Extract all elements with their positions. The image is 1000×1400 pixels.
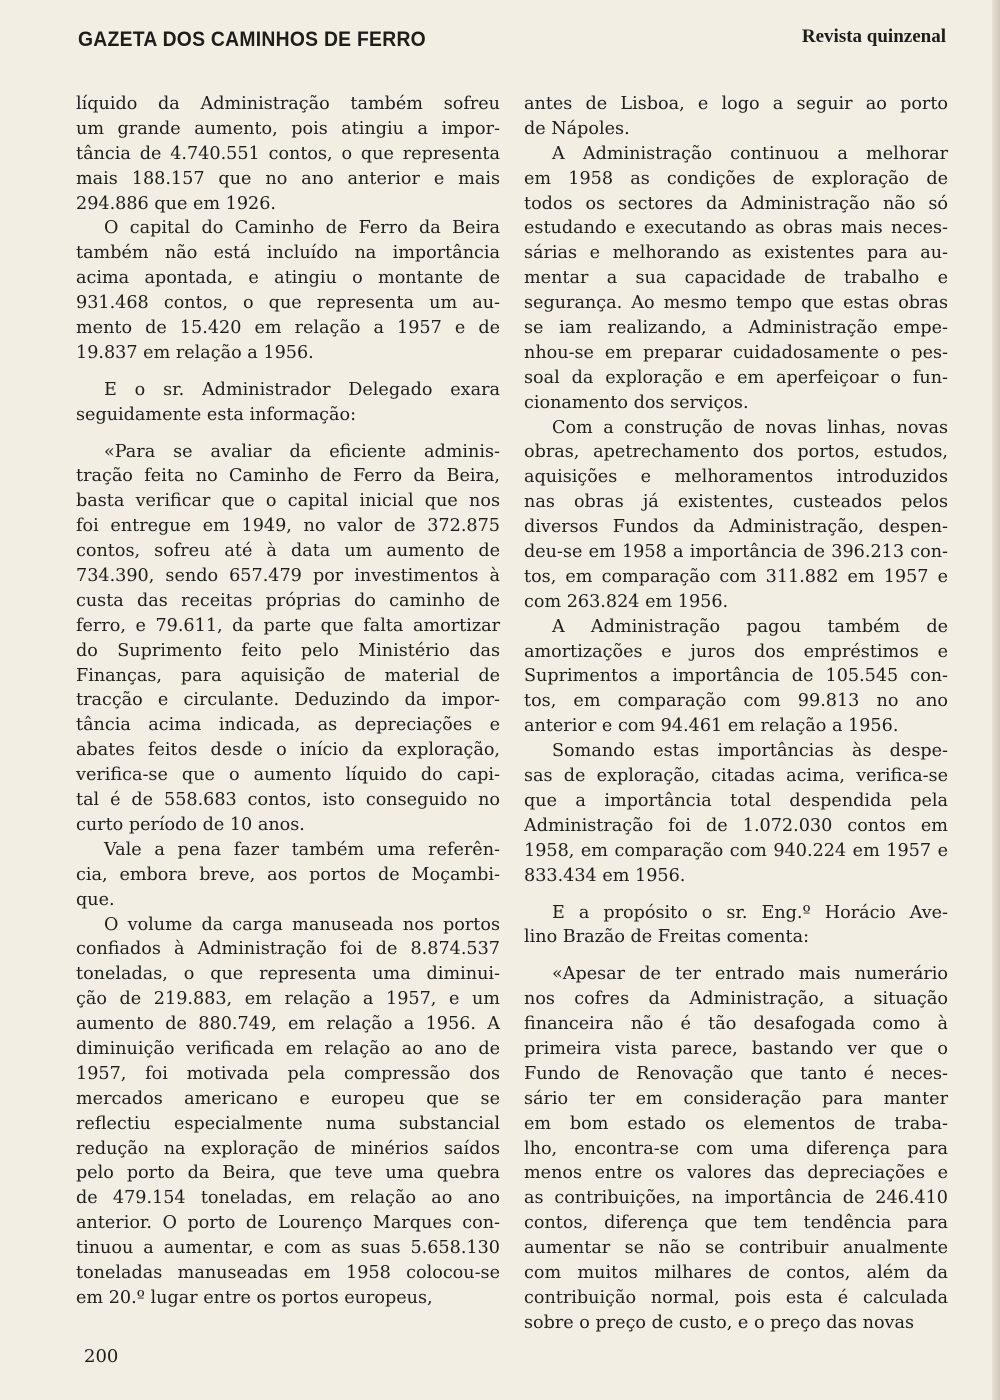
text-line: que. (76, 889, 115, 910)
text-line: lho, encontra-se com uma diferença para (524, 1138, 948, 1159)
paragraph (524, 92, 948, 142)
text-line: foi entregue em 1949, no valor de 372.875 (76, 516, 500, 537)
text-line: cionamento dos serviços. (524, 392, 749, 413)
paragraph (76, 838, 500, 913)
paragraph-gap (524, 950, 948, 962)
text-line: confiados à Administração foi de 8.874.537 (76, 939, 500, 960)
text-line: sobre o preço de custo, e o preço das novas (524, 1312, 915, 1333)
text-line: financeira não é tão desafogada como à (524, 1014, 948, 1035)
text-line: 1958, em comparação com 940.224 em 1957 e (524, 840, 948, 861)
text-line: custa das receitas próprias do caminho de (76, 590, 500, 611)
text-line: tos, em comparação com 311.882 em 1957 e (524, 566, 948, 587)
text-line: anterior e com 94.461 em relação a 1956. (524, 716, 899, 737)
paragraph-gap (76, 428, 500, 440)
text-line: as contribuições, na importância de 246.410 (524, 1188, 948, 1209)
text-line: Fundo de Renovação que tanto é neces- (524, 1063, 948, 1084)
text-line: tinuou a aumentar, e com as suas 5.658.130 (76, 1238, 500, 1259)
paragraph (524, 962, 948, 1335)
text-line: acima apontada, e atingiu o montante de (76, 268, 500, 289)
text-line: tância de 4.740.551 contos, o que representa (76, 143, 500, 164)
paragraph (524, 739, 948, 888)
text-line: aquisições e melhoramentos introduzidos (524, 467, 948, 488)
paragraph (524, 615, 948, 739)
text-line: toneladas, o que representa uma diminui- (76, 964, 500, 985)
text-line: menos entre os valores das depreciações e (524, 1163, 948, 1184)
page-number: 200 (84, 1346, 119, 1367)
text-line: Finanças, para aquisição de material de (76, 665, 500, 686)
text-line: tração feita no Caminho de Ferro da Beira, (76, 466, 500, 487)
text-line: de Nápoles. (524, 118, 630, 139)
text-line: tal é de 558.683 contos, isto conseguido no (76, 790, 500, 811)
text-line: contos, diferença que tem tendência para (524, 1213, 948, 1234)
journal-title: GAZETA DOS CAMINHOS DE FERRO (78, 28, 426, 51)
text-line: estudando e executando as obras mais neces- (524, 218, 948, 239)
text-line: anterior. O porto de Lourenço Marques con- (76, 1213, 500, 1234)
text-line: E a propósito o sr. Eng.º Horácio Ave- (552, 902, 948, 923)
paragraph (524, 416, 948, 615)
text-line: seguidamente esta informação: (76, 404, 357, 425)
text-line: que a importância total despendida pela (524, 790, 948, 811)
text-line: sário ter em consideração para manter (524, 1088, 948, 1109)
text-line: 294.886 que em 1926. (76, 193, 277, 214)
text-line: mentar a sua capacidade de trabalho e (524, 268, 948, 289)
text-line: cia, embora breve, aos portos de Moçambi- (76, 864, 500, 885)
text-line: curto período de 10 anos. (76, 814, 305, 835)
text-line: A Administração pagou também de (552, 616, 948, 637)
text-line: em 20.º lugar entre os portos europeus, (76, 1287, 433, 1308)
text-line: diversos Fundos da Administração, despen- (524, 517, 948, 538)
text-line: se iam realizando, a Administração empe- (524, 318, 948, 339)
text-line: basta verificar que o capital inicial que nos (76, 491, 500, 512)
text-line: «Para se avaliar da eficiente adminis- (104, 441, 500, 462)
paragraph (76, 216, 500, 365)
text-line: com 263.824 em 1956. (524, 591, 729, 612)
text-line: Suprimentos a importância de 105.545 con- (524, 666, 948, 687)
text-line: redução na exploração de minérios saídos (76, 1138, 500, 1159)
page-spine-shadow (992, 0, 1000, 1400)
text-line: em 1958 as condições de exploração de (524, 168, 948, 189)
text-line: «Apesar de ter entrado mais numerário (552, 964, 948, 985)
text-column-left (76, 92, 500, 1311)
text-line: também não está incluído na importância (76, 243, 500, 264)
text-line: nas obras já existentes, custeados pelos (524, 492, 948, 513)
text-line: amortizações e juros dos empréstimos e (524, 641, 948, 662)
text-line: diminuição verificada em relação ao ano de (76, 1038, 500, 1059)
paragraph (76, 440, 500, 838)
text-line: sárias e melhorando as existentes para au- (524, 243, 948, 264)
text-line: contribuição normal, pois esta é calculada (524, 1287, 948, 1308)
paragraph (76, 92, 500, 216)
text-line: tância acima indicada, as depreciações e (76, 715, 500, 736)
text-line: mercados americano e europeu que se (76, 1088, 500, 1109)
text-line: 19.837 em relação a 1956. (76, 342, 314, 363)
text-line: aumentar se não se contribuir anualmente (524, 1238, 948, 1259)
text-line: verifica-se que o aumento líquido do capi- (76, 765, 500, 786)
text-line: segurança. Ao mesmo tempo que estas obras (524, 293, 948, 314)
text-line: ção de 219.883, em relação a 1957, e um (76, 989, 500, 1010)
text-column-right (524, 92, 948, 1336)
text-line: ferro, e 79.611, da parte que falta amortizar (76, 615, 500, 636)
text-line: líquido da Administração também sofreu (76, 94, 500, 114)
text-line: toneladas manuseadas em 1958 colocou-se (76, 1262, 500, 1283)
text-line: A Administração continuou a melhorar (552, 143, 948, 164)
text-line: deu-se em 1958 a importância de 396.213 con- (524, 542, 948, 563)
text-line: antes de Lisboa, e logo a seguir ao porto (524, 94, 948, 114)
text-line: tos, em comparação com 99.813 no ano (524, 691, 948, 712)
text-line: pelo porto da Beira, que teve uma quebra (76, 1163, 500, 1184)
text-line: 734.390, sendo 657.479 por investimentos à (76, 566, 500, 587)
text-line: sas de exploração, citadas acima, verifica-se (524, 766, 948, 787)
text-line: abates feitos desde o início da exploração, (76, 740, 500, 761)
text-line: nos cofres da Administração, a situação (524, 989, 948, 1010)
text-line: aumento de 880.749, em relação a 1956. A (76, 1014, 500, 1035)
paragraph-gap (524, 889, 948, 901)
text-line: primeira vista parece, bastando ver que o (524, 1038, 948, 1059)
text-line: do Suprimento feito pelo Ministério das (76, 640, 500, 661)
journal-subtitle: Revista quinzenal (801, 26, 946, 47)
text-line: O volume da carga manuseada nos portos (104, 914, 500, 935)
text-line: mais 188.157 que no ano anterior e mais (76, 168, 500, 189)
text-line: obras, apetrechamento dos portos, estudos, (524, 442, 948, 463)
text-line: E o sr. Administrador Delegado exara (104, 379, 500, 400)
text-line: todos os sectores da Administração não só (524, 193, 948, 214)
text-line: reflectiu especialmente numa substancial (76, 1113, 500, 1134)
text-line: contos, sofreu até à data um aumento de (76, 541, 500, 562)
paragraph (76, 913, 500, 1311)
text-line: Somando estas importâncias às despe- (552, 741, 948, 762)
text-line: mento de 15.420 em relação a 1957 e de (76, 318, 500, 339)
text-line: 833.434 em 1956. (524, 865, 686, 886)
text-line: lino Brazão de Freitas comenta: (524, 927, 810, 948)
paragraph (76, 378, 500, 428)
text-line: um grande aumento, pois atingiu a impor- (76, 118, 500, 139)
text-line: com muitos milhares de contos, além da (524, 1262, 948, 1283)
text-line: Vale a pena fazer também uma referên- (104, 839, 500, 860)
text-line: tracção e circulante. Deduzindo da impor- (76, 690, 500, 711)
text-line: 1957, foi motivada pela compressão dos (76, 1063, 500, 1084)
paragraph-gap (76, 366, 500, 378)
text-line: 931.468 contos, o que representa um au- (76, 293, 500, 314)
text-line: em bom estado os elementos de traba- (524, 1113, 948, 1134)
text-line: Com a construção de novas linhas, novas (552, 417, 948, 438)
text-line: Administração foi de 1.072.030 contos em (524, 815, 948, 836)
text-line: O capital do Caminho de Ferro da Beira (104, 218, 500, 239)
text-line: soal da exploração e em aperfeiçoar o fun- (524, 367, 948, 388)
text-line: nhou-se em preparar cuidadosamente o pes- (524, 342, 948, 363)
paragraph (524, 142, 948, 416)
text-line: de 479.154 toneladas, em relação ao ano (76, 1188, 500, 1209)
paragraph (524, 901, 948, 951)
